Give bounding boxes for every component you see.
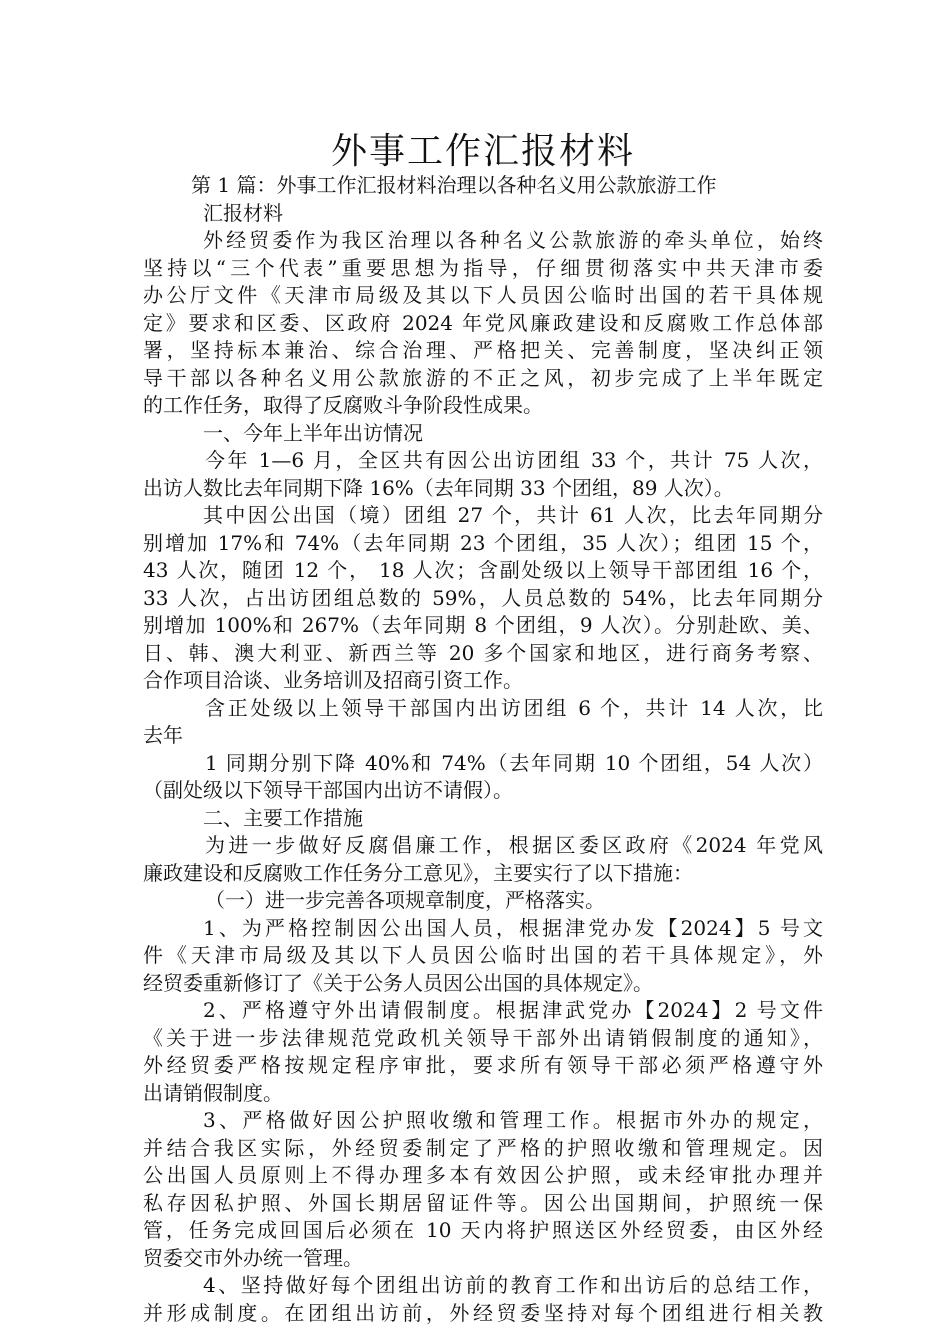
text-line: 含正处级以上领导干部国内出访团组 6 个，共计 14 人次，比 xyxy=(205,695,823,720)
text-line: 去年 xyxy=(143,723,183,747)
text-line: 一、今年上半年出访情况 xyxy=(203,420,423,445)
text-line: 管，任务完成回国后必须在 10 天内将护照送区外经贸委，由区外经 xyxy=(143,1218,823,1242)
text-line: 并形成制度。在团组出访前，外经贸委坚持对每个团组进行相关教 xyxy=(143,1300,823,1325)
text-line: 其中因公出国（境）团组 27 个，共计 61 人次，比去年同期分 xyxy=(203,503,823,527)
text-line: 件《天津市局级及其以下人员因公临时出国的若干具体规定》，外 xyxy=(143,943,823,967)
text-line: 定》要求和区委、区政府 2024 年党风廉政建设和反腐败工作总体部 xyxy=(143,310,823,335)
text-line: 署，坚持标本兼治、综合治理、严格把关、完善制度，坚决纠正领 xyxy=(143,338,823,362)
text-line: （一）进一步完善各项规章制度，严格落实。 xyxy=(205,888,605,912)
text-line: 办公厅文件《天津市局级及其以下人员因公临时出国的若干具体规 xyxy=(143,283,823,307)
text-line: 导干部以各种名义用公款旅游的不正之风，初步完成了上半年既定 xyxy=(143,365,823,390)
text-line: 《关于进一步法律规范党政机关领导干部外出请销假制度的通知》， xyxy=(143,1025,823,1050)
text-line: 二、主要工作措施 xyxy=(203,805,363,830)
text-line: 1、为严格控制因公出国人员，根据津党办发【2024】5 号文 xyxy=(203,915,823,940)
text-line: 43 人次，随团 12 个， 18 人次；含副处级以上领导干部团组 16 个， xyxy=(143,558,823,582)
text-line: 坚持以“三个代表”重要思想为指导，仔细贯彻落实中共天津市委 xyxy=(143,255,823,280)
text-line: 并结合我区实际，外经贸委制定了严格的护照收缴和管理规定。因 xyxy=(143,1135,823,1160)
text-line: 私存因私护照、外国长期居留证件等。因公出国期间，护照统一保 xyxy=(143,1190,823,1215)
text-line: 公出国人员原则上不得办理多本有效因公护照，或未经审批办理并 xyxy=(143,1163,823,1187)
document-title: 外事工作汇报材料 xyxy=(330,131,635,172)
text-line: 汇报材料 xyxy=(203,200,283,225)
text-line: 今年 1—6 月，全区共有因公出访团组 33 个，共计 75 人次， xyxy=(205,448,823,472)
text-line: 经贸委重新修订了《关于公务人员因公出国的具体规定》。 xyxy=(143,970,653,995)
text-line: 2、严格遵守外出请假制度。根据津武党办【2024】2 号文件 xyxy=(203,998,823,1022)
text-line: 外经贸委作为我区治理以各种名义公款旅游的牵头单位，始终 xyxy=(203,228,823,252)
text-line: 33 人次，占出访团组总数的 59%，人员总数的 54%，比去年同期分 xyxy=(143,585,823,610)
text-line: 4、坚持做好每个团组出访前的教育工作和出访后的总结工作， xyxy=(203,1273,823,1297)
text-line: 出访人数比去年同期下降 16%（去年同期 33 个团组，89 人次）。 xyxy=(143,475,734,500)
text-line: 第 1 篇：外事工作汇报材料治理以各种名义用公款旅游工作 xyxy=(191,173,717,197)
text-line: （副处级以下领导干部国内出访不请假）。 xyxy=(143,778,513,802)
text-line: 3、严格做好因公护照收缴和管理工作。根据市外办的规定， xyxy=(203,1108,823,1132)
text-line: 为进一步做好反腐倡廉工作，根据区委区政府《2024 年党风 xyxy=(205,833,823,857)
text-line: 外经贸委严格按规定程序审批，要求所有领导干部必须严格遵守外 xyxy=(143,1053,823,1077)
text-line: 别增加 17%和 74%（去年同期 23 个团组，35 人次）；组团 15 个， xyxy=(143,530,823,555)
text-line: 别增加 100%和 267%（去年同期 8 个团组，9 人次）。分别赴欧、美、 xyxy=(143,613,823,637)
text-line: 廉政建设和反腐败工作任务分工意见》，主要实行了以下措施： xyxy=(143,860,693,885)
text-line: 出请销假制度。 xyxy=(143,1080,283,1105)
text-line: 合作项目洽谈、业务培训及招商引资工作。 xyxy=(143,668,523,692)
document-body xyxy=(143,172,823,1327)
text-line: 的工作任务，取得了反腐败斗争阶段性成果。 xyxy=(143,393,543,417)
text-line: 贸委交市外办统一管理。 xyxy=(143,1245,363,1270)
text-line: 1 同期分别下降 40%和 74%（去年同期 10 个团组，54 人次） xyxy=(205,750,823,775)
text-line: 日、韩、澳大利亚、新西兰等 20 多个国家和地区，进行商务考察、 xyxy=(143,640,823,665)
